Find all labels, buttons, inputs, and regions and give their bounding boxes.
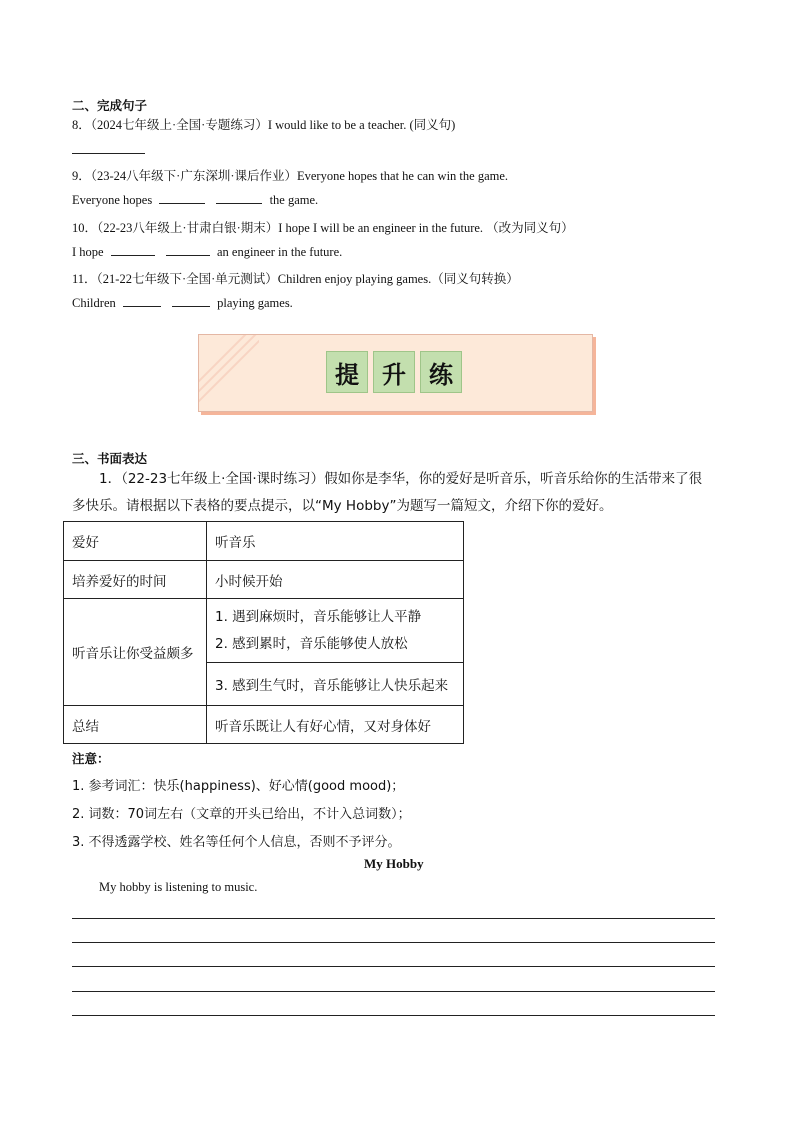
writing-prompt-line-2: 多快乐。请根据以下表格的要点提示，以“My Hobby”为题写一篇短文，介绍下你的爱好。 [72,498,613,514]
writing-line[interactable] [72,966,715,967]
blank-q11-2[interactable] [172,295,210,307]
question-9: 9．（23-24八年级下·广东深圳·课后作业）Everyone hopes that he can win the game. [72,169,509,183]
question-10: 10．（22-23八年级上·甘肃白银·期末）I hope I will be an engineer in the future. （改为同义句） [72,221,574,235]
table-cell: 听音乐既让人有好心情，又对身体好 [207,706,464,744]
answer-q11-start: Children [72,296,116,310]
writing-line[interactable] [72,991,715,992]
banner-char-1: 提 [326,351,368,393]
answer-q9 [72,192,318,208]
blank-q9-1[interactable] [159,192,205,204]
answer-q10 [72,244,342,260]
banner-stripes [199,335,259,411]
table-row [64,599,464,663]
table-cell: 爱好 [64,522,207,561]
banner-char-2: 升 [373,351,415,393]
section-heading-complete-sentences: 二、完成句子 [72,98,148,113]
answer-q10-end: an engineer in the future. [216,245,343,259]
table-cell: 总结 [64,706,207,744]
essay-title: My Hobby [364,856,424,871]
table-cell: 小时候开始 [207,561,464,599]
benefit-point-1: 1. 遇到麻烦时，音乐能够让人平静 [215,608,422,625]
answer-line-q8[interactable] [72,153,145,154]
benefit-point-3: 3. 感到生气时，音乐能够让人快乐起来 [207,663,464,706]
table-row [64,561,464,599]
note-1: 1. 参考词汇：快乐(happiness)、好心情(good mood)； [72,779,405,794]
level-up-banner [198,334,593,412]
table-cell-benefits-label: 听音乐让你受益颇多 [64,599,207,706]
answer-q9-start: Everyone hopes [72,193,153,207]
blank-q10-2[interactable] [166,244,210,256]
writing-line[interactable] [72,942,715,943]
answer-q10-start: I hope [72,245,104,259]
table-cell: 培养爱好的时间 [64,561,207,599]
question-11: 11．（21-22七年级下·全国·单元测试）Children enjoy playing games.（同义句转换） [72,272,519,286]
table-cell: 听音乐 [207,522,464,561]
banner-char-3: 练 [420,351,462,393]
section-heading-writing: 三、书面表达 [72,451,148,466]
table-cell-benefits-1-2 [207,599,464,663]
table-row [64,706,464,744]
answer-q11 [72,295,293,311]
writing-line[interactable] [72,918,715,919]
blank-q10-1[interactable] [111,244,155,256]
benefit-point-2: 2. 感到累时，音乐能够使人放松 [215,635,408,652]
blank-q11-1[interactable] [123,295,161,307]
writing-line[interactable] [72,1015,715,1016]
answer-q9-end: the game. [269,193,319,207]
writing-prompt-line-1: 1．（22-23七年级上·全国·课时练习）假如你是李华，你的爱好是听音乐，听音乐给你的生活带来了很 [99,471,703,487]
hobby-table [63,521,464,744]
note-3: 3. 不得透露学校、姓名等任何个人信息，否则不予评分。 [72,835,401,850]
blank-q9-2[interactable] [216,192,262,204]
essay-start: My hobby is listening to music. [99,880,258,894]
note-title: 注意： [72,751,110,766]
table-row [64,522,464,561]
answer-q11-end: playing games. [217,296,293,310]
question-8: 8．（2024七年级上·全国·专题练习）I would like to be a teacher. (同义句) [72,118,456,132]
note-2: 2. 词数：70词左右（文章的开头已给出，不计入总词数）； [72,807,411,822]
